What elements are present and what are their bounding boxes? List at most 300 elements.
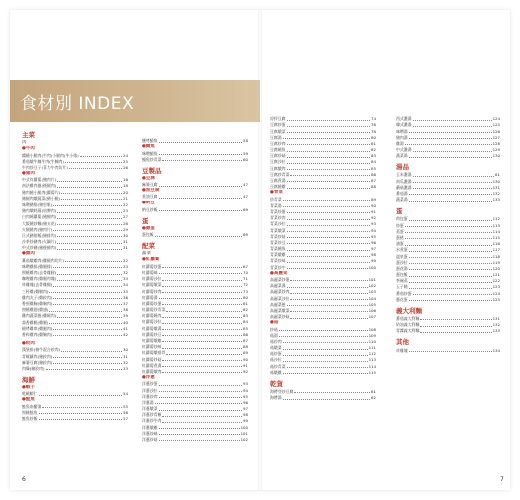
leader-dots [287,285,368,288]
entry-label: 菇炒肉 [270,338,282,344]
leader-dots [405,224,492,227]
entry-label: 乾燒蝦仁 [22,391,38,397]
leader-dots [279,328,368,331]
entry-label: 番茄義大利麵 [396,316,420,322]
entry-page-number: 114 [492,228,500,234]
leader-dots [159,296,242,299]
entry-page-number: 88 [371,184,376,190]
leader-dots [46,367,123,370]
entry-label: 味噌豬排(豬里肌) [22,202,53,208]
entry-page-number: 80 [243,294,248,300]
leader-dots [155,401,242,404]
entry-page-number: 37 [123,301,128,307]
entry-label: 番茄湯 [396,191,408,197]
leader-dots [409,130,492,133]
entry-page-number: 80 [371,134,376,140]
entry-page-number: 70 [243,269,248,275]
leader-dots [420,324,491,327]
entry-label: 高麗菜炒蛋 [270,277,290,283]
leader-dots [409,267,492,270]
entry-page-number: 127 [492,134,500,140]
entry-label: 豆腐炒肉 [270,140,286,146]
entry-page-number: 96 [243,399,248,405]
leader-dots [283,353,368,356]
entry-label: 洋蔥炒牛肉 [142,418,162,424]
leader-dots [39,393,122,396]
entry-label: 蒸蛋 [396,228,404,234]
entry-page-number: 81 [243,300,248,306]
subsection-heading: ●鮭魚 [22,397,35,403]
entry-label: 味噌鯖魚 [142,150,158,156]
entry-page-number: 128 [492,140,500,146]
entry-page-number: 61 [495,172,500,178]
entry-page-number: 132 [492,322,500,328]
entry-page-number: 91 [243,362,248,368]
entry-page-number: 18 [123,183,128,189]
entry-label: 水煮蛋 [396,247,408,253]
leader-dots [283,136,370,139]
leader-dots [287,303,368,306]
page-number-left: 6 [22,476,26,483]
leader-dots [162,358,242,361]
entry-page-number: 113 [368,357,376,363]
entry-label: 海帶芽炒豆腐 [270,389,294,395]
entry-page-number: 120 [492,265,500,271]
leader-dots [409,199,492,202]
leader-dots [283,397,370,400]
entry-label: 番茄燉牛腩牛肉(牛腩肉) [22,158,64,164]
entry-page-number: 30 [123,232,128,238]
entry-label: 菇炒青菜 [270,363,286,369]
entry-page-number: 54 [123,391,128,397]
entry-label: 海帶湯 [270,395,282,401]
entry-label: 鮭魚南蠻漬 [22,403,42,409]
entry-label: 肉燥(豬絞肉) [22,365,45,371]
leader-dots [53,327,122,330]
leader-dots [413,174,494,177]
entry-page-number: 35 [123,288,128,294]
entry-page-number: 134 [492,347,500,353]
entry-label: 洋蔥炒蛋 [142,381,158,387]
leader-dots [162,302,242,305]
leader-dots [287,155,370,158]
leader-dots [49,290,122,293]
entry-label: 雞肉蔬菜捲(雞腿肉) [22,313,57,319]
subsection-heading: ●油豆腐 [142,188,160,193]
entry-page-number: 27 [123,214,128,220]
entry-label: 蛋花湯 [396,265,408,271]
leader-dots [57,222,122,225]
leader-dots [287,248,370,251]
entry-page-number: 110 [368,338,376,344]
entry-label: 荷包蛋 [396,216,408,222]
entry-page-number: 84 [243,319,248,325]
entry-page-number: 102 [368,283,376,289]
entry-label: 麻婆豆腐 [142,182,158,188]
entry-page-number: 133 [492,197,500,203]
leader-dots [409,286,492,289]
entry-page-number: 132 [492,191,500,197]
entry-page-number: 95 [243,393,248,399]
entry-label: 豆腐燉菜 [270,128,286,134]
leader-dots [65,160,122,163]
entry-label: 三杯雞(雞腿肉) [22,288,49,294]
entry-label: 洋蔥炒菇 [142,437,158,443]
leader-dots [287,142,370,145]
entry-label: 奶油義大利麵 [396,322,420,328]
leader-dots [283,347,368,350]
index-entry [142,437,248,443]
entry-page-number: 106 [368,307,376,313]
leader-dots [57,210,122,213]
entry-label: 蛋包飯 [142,232,154,238]
leader-dots [290,173,370,176]
leader-dots [287,235,370,238]
index-column-1 [22,130,128,422]
entry-page-number: 104 [368,295,376,301]
entry-page-number: 69 [243,232,248,238]
entry-label: 青菜炒菇 [270,233,286,239]
entry-page-number: 130 [492,153,500,159]
entry-label: 沙茶炒豬肉(火鍋片) [22,239,57,245]
index-entry [396,347,500,353]
leader-dots [159,383,242,386]
entry-label: 炸雞塊 [396,347,408,353]
entry-label: 照燒鮭魚 [22,409,38,415]
leader-dots [57,272,122,275]
entry-label: 豆腐煮湯 [270,178,286,184]
entry-label: 青菜燒魚 [270,246,286,252]
leader-dots [413,124,492,127]
entry-label: 紅蘿蔔燉排骨 [142,350,166,356]
entry-page-number: 105 [368,301,376,307]
entry-page-number: 98 [371,252,376,258]
entry-page-number: 100 [368,264,376,270]
entry-page-number: 98 [243,412,248,418]
entry-page-number: 86 [243,331,248,337]
entry-label: 茶碗蒸 [396,278,408,284]
leader-dots [162,265,242,268]
leader-dots [57,234,122,237]
entry-label: 紅蘿蔔燉湯 [142,325,162,331]
leader-dots [413,118,492,121]
entry-label: 鮭魚炒飯 [22,416,38,422]
entry-label: 洋蔥炒青椒 [142,412,162,418]
leader-dots [39,411,122,414]
leader-dots [420,317,491,320]
entry-label: 香料雞肉(雞胸肉) [22,331,53,337]
entry-label: 照燒雞翅(雞翅) [22,307,49,313]
entry-label: 菇燉雞 [270,369,282,375]
leader-dots [57,315,122,318]
subsection-heading: ●蝦子 [22,384,35,390]
leader-dots [162,290,242,293]
leader-dots [413,292,492,295]
leader-dots [287,179,370,182]
entry-page-number: 103 [368,289,376,295]
entry-label: 紅蘿蔔炒青菜 [142,307,166,313]
entry-page-number: 90 [371,202,376,208]
entry-page-number: 114 [368,363,376,369]
leader-dots [283,371,368,374]
entry-label: 青菜炒肉 [270,215,286,221]
entry-page-number: 69 [243,206,248,212]
leader-dots [162,321,242,324]
entry-page-number: 111 [368,345,376,351]
entry-label: 豬肉燉時蔬(肩胛肉) [22,208,57,214]
entry-label: 紅蘿蔔絲 [142,269,158,275]
leader-dots [162,333,242,336]
entry-label: 豆腐沙拉 [270,159,286,165]
entry-label: 南法雞肉風(後腿肉) [22,183,57,189]
index-column-2 [142,138,248,443]
entry-page-number: 73 [243,288,248,294]
entry-label: 豆腐燉肉 [270,165,286,171]
entry-page-number: 92 [243,368,248,374]
entry-page-number: 25 [123,158,128,164]
leader-dots [283,204,370,207]
leader-dots [420,330,491,333]
section-heading: 主菜 [22,130,35,139]
entry-label: 洋蔥炒肉 [142,393,158,399]
leader-dots [53,265,122,268]
section-heading: 蛋 [142,216,149,225]
entry-page-number: 72 [243,282,248,288]
entry-page-number: 115 [368,369,376,375]
entry-page-number: 67 [243,263,248,269]
entry-label: 豆腐燒魚 [270,147,286,153]
leader-dots [409,218,492,221]
entry-label: 豬肉湯 [396,134,408,140]
entry-label: 西式濃湯 [396,116,412,122]
entry-page-number: 99 [243,418,248,424]
entry-page-number: 78 [371,128,376,134]
leader-dots [409,261,492,264]
entry-label: 牛肉炒豆子(菲力牛肉切片) [22,164,68,170]
leader-dots [283,340,368,343]
entry-page-number: 125 [492,296,500,302]
index-entry [22,416,128,422]
entry-label: 紅蘿蔔燒肉 [142,313,162,319]
entry-page-number: 31 [123,239,128,245]
entry-label: 青菜燉雞 [270,252,286,258]
leader-dots [159,152,242,155]
entry-page-number: 88 [243,344,248,350]
entry-label: 中式炸蘿蔔(豬肉片) [22,177,57,183]
leader-dots [279,334,368,337]
entry-label: 紅蘿蔔炒菇 [142,356,162,362]
entry-page-number: 29 [123,226,128,232]
entry-page-number: 61 [371,389,376,395]
entry-page-number: 82 [371,147,376,153]
entry-page-number: 121 [492,272,500,278]
leader-dots [409,192,492,195]
leader-dots [159,196,242,199]
entry-label: 豬肉燒小腿肉(蘿蔔片) [22,189,61,195]
leader-dots [287,118,370,121]
entry-label: 紅蘿蔔燉肉 [142,368,162,374]
leader-dots [53,203,122,206]
index-column-4 [396,116,500,354]
entry-label: 韓式濃湯 [396,122,412,128]
section-heading: 海鮮 [22,375,35,384]
leader-dots [53,228,122,231]
leader-dots [166,352,242,355]
entry-page-number: 85 [243,325,248,331]
leader-dots [405,236,492,239]
entry-label: 紅蘿蔔沙拉 [142,276,162,282]
entry-label: 洋蔥燉雞 [142,424,158,430]
leader-dots [159,432,240,435]
entry-page-number: 32 [123,270,128,276]
leader-dots [162,327,242,330]
entry-page-number: 81 [371,140,376,146]
entry-page-number: 22 [123,202,128,208]
entry-label: 高麗菜炒菇 [270,314,290,320]
leader-dots [57,179,122,182]
leader-dots [287,161,370,164]
entry-page-number: 117 [492,247,500,253]
leader-dots [162,315,242,318]
entry-page-number: 124 [492,290,500,296]
leader-dots [287,254,370,257]
index-entry [270,395,376,401]
leader-dots [159,426,240,429]
leader-dots [53,302,122,305]
entry-page-number: 126 [492,128,500,134]
leader-dots [49,309,122,312]
leader-dots [53,355,122,358]
entry-page-number: 38 [123,307,128,313]
entry-page-number: 91 [371,208,376,214]
leader-dots [162,339,242,342]
leader-dots [287,210,370,213]
leader-dots [61,197,122,200]
entry-page-number: 24 [123,152,128,158]
entry-label: 青菜沙拉 [270,221,286,227]
entry-page-number: 30 [123,347,128,353]
leader-dots [57,247,122,250]
entry-page-number: 109 [368,332,376,338]
entry-label: 豬腿肉燉蔬菜(豬小腿) [22,195,61,201]
entry-label: 蛋捲 [396,234,404,240]
leader-dots [287,266,368,269]
entry-page-number: 119 [492,259,500,265]
entry-label: 蔥花蛋 [396,296,408,302]
entry-label: 蔬菜湯 [396,197,408,203]
subsection-heading: ●菇 [270,320,279,326]
entry-page-number: 99 [371,258,376,264]
leader-dots [42,405,122,408]
leader-dots [162,346,242,349]
entry-page-number: 101 [368,277,376,283]
entry-page-number: 16 [123,177,128,183]
leader-dots [405,142,492,145]
leader-dots [409,249,492,252]
section-heading: 乾貨 [270,379,283,388]
subsection-heading: ●雞蛋 [142,225,155,231]
entry-page-number: 123 [492,284,500,290]
subsection-heading: ●絞肉 [22,341,35,346]
entry-page-number: 23 [123,263,128,269]
entry-page-number: 74 [371,116,376,122]
leader-dots [287,229,370,232]
entry-page-number: 97 [371,246,376,252]
entry-label: 鹽烤鯖魚 [142,138,158,144]
leader-dots [409,280,492,283]
entry-label: 豆腐燒雞 [270,184,286,190]
entry-page-number: 22 [123,257,128,263]
entry-label: 煮油豆腐 [142,194,158,200]
entry-label: 青菜湯 [270,202,282,208]
entry-label: 照燒雞肉(去骨雞腿) [22,270,57,276]
entry-page-number: 87 [243,338,248,344]
entry-label: 鯖魚炒青菜 [142,156,162,162]
entry-page-number: 56 [123,409,128,415]
entry-label: 涼拌豆腐 [270,116,286,122]
leader-dots [53,284,122,287]
entry-page-number: 26 [123,164,128,170]
entry-page-number: 131 [492,184,500,190]
entry-page-number: 122 [492,278,500,284]
entry-page-number: 39 [123,313,128,319]
subsection-heading: ●高麗菜 [270,270,288,276]
leader-dots [162,420,242,423]
leader-dots [65,259,122,262]
entry-label: 炒菇 [270,326,278,332]
entry-page-number: 113 [492,222,500,228]
leader-dots [53,361,122,364]
entry-label: 咖哩雞肉(雞腿肉塊) [22,276,57,282]
leader-dots [409,298,492,301]
entry-page-number: 57 [123,416,128,422]
leader-dots [39,417,122,420]
entry-label: 大阪燒炒麵(豬五花) [22,220,57,226]
leader-dots [159,271,242,274]
entry-label: 紅蘿蔔煮湯 [142,362,162,368]
entry-label: 中式濃湯 [396,147,412,153]
leader-dots [80,154,122,157]
leader-dots [287,223,370,226]
entry-label: 菇湯 [270,332,278,338]
entry-label: 雞肉丸子(雞絞肉) [22,294,53,300]
entry-label: 蕃茄燉雞肉(雞腿肉切片) [22,257,64,263]
entry-page-number: 33 [123,365,128,371]
entry-label: 洋蔥燉菜 [142,406,158,412]
leader-dots [409,155,492,158]
section-heading: 豆製品 [142,166,162,175]
leader-dots [57,216,122,219]
entry-page-number: 23 [123,208,128,214]
entry-label: 青菜炒蛋 [270,208,286,214]
entry-page-number: 76 [371,122,376,128]
section-heading: 義大利麵 [396,306,422,315]
leader-dots [290,278,367,281]
entry-label: 白肉燒蘿蔔(豬腿肉) [22,214,57,220]
entry-label: 番茄炒蛋 [396,290,412,296]
leader-dots [69,166,122,169]
subsection-heading: ●豬肉 [22,170,35,176]
page-number-right: 7 [500,476,504,483]
entry-label: 炒青菜 [270,196,282,202]
leader-dots [159,395,242,398]
leader-dots [294,390,370,393]
entry-page-number: 112 [368,351,376,357]
entry-page-number: 101 [240,430,248,436]
entry-label: 炒蛋 [396,222,404,228]
entry-page-number: 97 [243,406,248,412]
subsection-heading: ●洋蔥 [142,375,155,380]
